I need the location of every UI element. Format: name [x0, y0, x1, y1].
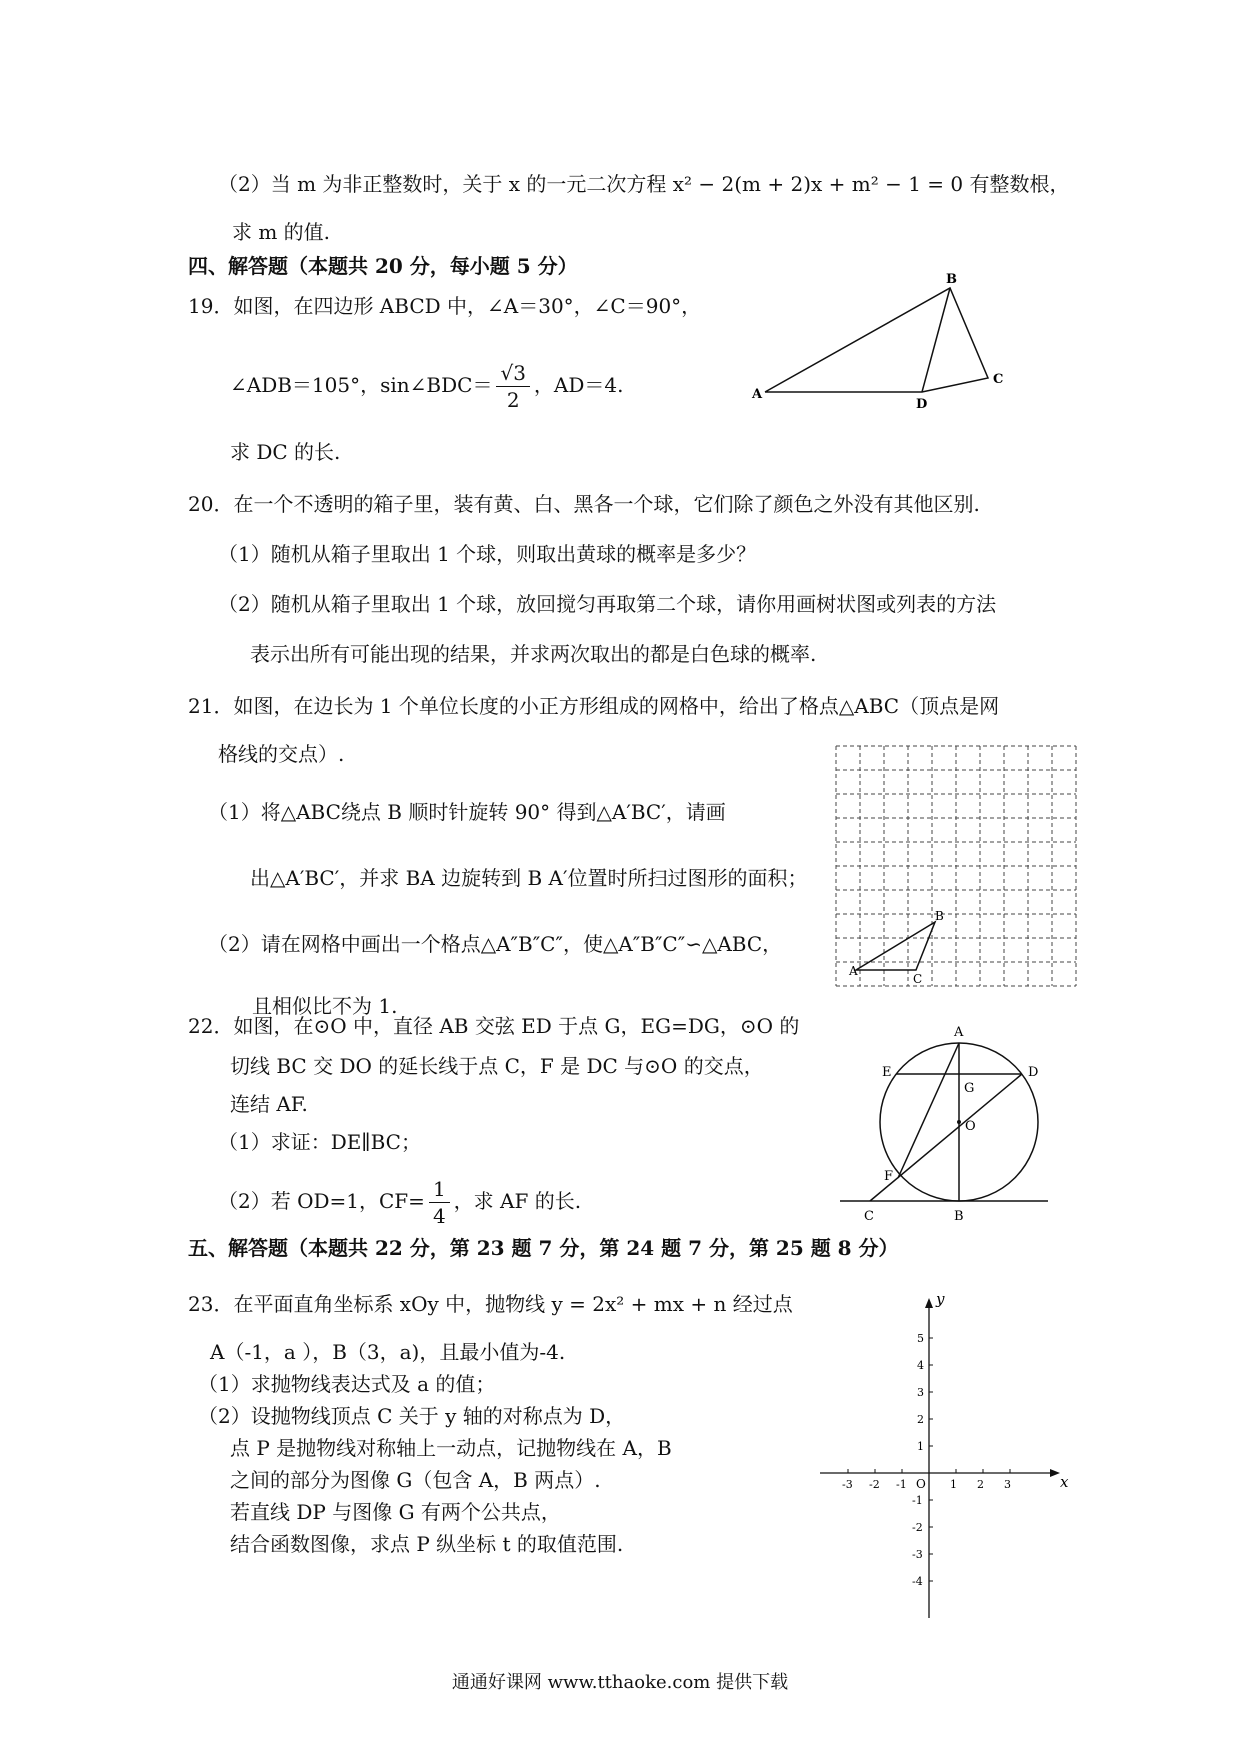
q19-fraction — [496, 360, 529, 413]
q19-line2 — [230, 360, 623, 413]
q23-x-arrow — [1050, 1469, 1060, 1477]
q23-y-arrow — [925, 1298, 933, 1308]
q23-y-label: y — [936, 1290, 945, 1308]
q21-p1b: 出△A′BC′，并求 BA 边旋转到 B A′位置时所扫过图形的面积； — [250, 866, 808, 890]
q22-center-dot — [957, 1120, 961, 1124]
q23-y-tick-label: 1 — [917, 1440, 924, 1453]
q21-grid-figure — [835, 745, 1085, 995]
q19-label-a: A — [752, 387, 763, 402]
q23-y-tick-label: -1 — [912, 1494, 923, 1507]
q23-p2b: 点 P 是抛物线对称轴上一动点，记抛物线在 A，B — [230, 1436, 672, 1460]
q21-line2: 格线的交点）. — [218, 742, 345, 766]
q23-line1: 23．在平面直角坐标系 xOy 中，抛物线 y = 2x² + mx + n 经过点 — [188, 1292, 793, 1316]
q21-p2a: （2）请在网格中画出一个格点△A″B″C″，使△A″B″C″∽△ABC， — [208, 932, 783, 956]
q20-p1: （1）随机从箱子里取出 1 个球，则取出黄球的概率是多少？ — [218, 542, 757, 566]
q19-label-d: D — [916, 397, 928, 410]
q23-x-tick-label: 3 — [1004, 1478, 1011, 1491]
q22-label-d: D — [1028, 1065, 1039, 1080]
q23-p1: （1）求抛物线表达式及 a 的值； — [198, 1372, 496, 1396]
q23-x-label: x — [1060, 1473, 1069, 1491]
q19-line2a: ∠ADB＝105°，sin∠BDC＝ — [230, 373, 493, 397]
q19-label-b: B — [946, 272, 957, 287]
q18-line2: 求 m 的值. — [232, 220, 331, 244]
q23-x-tick-label: -2 — [869, 1478, 880, 1491]
q22-label-o: O — [965, 1119, 976, 1134]
q23-p2e: 结合函数图像，求点 P 纵坐标 t 的取值范围. — [230, 1532, 624, 1556]
q22-fraction — [429, 1176, 450, 1229]
q22-label-b: B — [954, 1209, 964, 1224]
q23-p2a: （2）设抛物线顶点 C 关于 y 轴的对称点为 D， — [198, 1404, 626, 1428]
q23-y-tick-label: 4 — [917, 1359, 924, 1372]
q19-label-c: C — [993, 372, 1004, 387]
q23-x-ticks — [842, 1469, 1011, 1491]
q19-quad — [765, 288, 988, 392]
q18-line1: （2）当 m 为非正整数时，关于 x 的一元二次方程 x² − 2(m + 2)x + m² − 1 = 0 有整数根， — [218, 172, 1070, 196]
q19-line3: 求 DC 的长. — [230, 440, 341, 464]
q23-line2: A（-1，a ），B（3，a)，且最小值为-4. — [210, 1340, 566, 1364]
q22-p2b: ，求 AF 的长. — [453, 1189, 582, 1213]
q19-line2b: ，AD＝4. — [533, 373, 624, 397]
footer: 通通好课网 www.tthaoke.com 提供下载 — [451, 1672, 789, 1693]
q23-p2d: 若直线 DP 与图像 G 有两个公共点， — [230, 1500, 561, 1524]
q21-p1a: （1）将△ABC绕点 B 顺时针旋转 90° 得到△A′BC′，请画 — [208, 800, 726, 824]
q22-line3: 连结 AF. — [230, 1092, 308, 1116]
q20-line1: 20．在一个不透明的箱子里，装有黄、白、黑各一个球，它们除了颜色之外没有其他区别. — [188, 492, 980, 516]
q23-p2c: 之间的部分为图像 G（包含 A，B 两点）. — [230, 1468, 601, 1492]
q22-p2 — [218, 1176, 581, 1229]
q22-label-c: C — [864, 1209, 874, 1224]
q23-y-tick-label: 5 — [917, 1332, 924, 1345]
q20-p2b: 表示出所有可能出现的结果，并求两次取出的都是白色球的概率. — [250, 642, 817, 666]
q19-frac-num: √3 — [496, 360, 529, 387]
q22-label-f: F — [884, 1169, 894, 1184]
q21-grid — [836, 746, 1076, 986]
q21-line1: 21．如图，在边长为 1 个单位长度的小正方形组成的网格中，给出了格点△ABC（顶点是网 — [188, 694, 1000, 718]
q23-y-tick-label: 3 — [917, 1386, 924, 1399]
q21-triangle-abc — [856, 922, 935, 970]
q21-label-c: C — [913, 972, 923, 986]
q22-circle-figure — [830, 1010, 1060, 1230]
q22-label-e: E — [882, 1065, 892, 1080]
q23-x-tick-label: 1 — [950, 1478, 957, 1491]
q19-line1: 19．如图，在四边形 ABCD 中，∠A＝30°，∠C＝90°， — [188, 294, 702, 318]
q23-origin-label: O — [916, 1477, 926, 1491]
q22-line1: 22．如图，在⊙O 中，直径 AB 交弦 ED 于点 G，EG=DG，⊙O 的 — [188, 1014, 800, 1038]
q23-y-tick-label: 2 — [917, 1413, 924, 1426]
q19-figure — [750, 270, 1010, 410]
q22-frac-num: 1 — [429, 1176, 450, 1203]
q19-frac-den: 2 — [506, 388, 520, 412]
q23-y-tick-label: -3 — [912, 1548, 923, 1561]
section5-title: 五、解答题（本题共 22 分，第 23 题 7 分，第 24 题 7 分，第 25 题 8 分） — [188, 1236, 899, 1260]
q21-label-b: B — [935, 909, 944, 923]
q21-p2b: 且相似比不为 1. — [252, 994, 398, 1018]
q23-x-tick-label: -1 — [896, 1478, 907, 1491]
q23-coordinate-axes — [810, 1288, 1070, 1638]
q22-label-g: G — [964, 1081, 975, 1096]
q23-y-tick-label: -2 — [912, 1521, 923, 1534]
q23-x-tick-label: -3 — [842, 1478, 853, 1491]
section4-title: 四、解答题（本题共 20 分，每小题 5 分） — [188, 254, 578, 278]
q22-p1: （1）求证：DE∥BC； — [218, 1130, 421, 1154]
q22-p2a: （2）若 OD=1，CF= — [218, 1189, 425, 1213]
q22-line2: 切线 BC 交 DO 的延长线于点 C，F 是 DC 与⊙O 的交点， — [230, 1054, 764, 1078]
q22-label-a: A — [954, 1025, 964, 1040]
q20-p2a: （2）随机从箱子里取出 1 个球，放回搅匀再取第二个球，请你用画树状图或列表的方法 — [218, 592, 997, 616]
q21-label-a: A — [849, 964, 858, 978]
q19-diagonal-bd — [922, 288, 950, 392]
q23-y-tick-label: -4 — [912, 1575, 923, 1588]
q23-y-ticks — [912, 1332, 933, 1588]
q22-frac-den: 4 — [432, 1204, 446, 1228]
q23-x-tick-label: 2 — [977, 1478, 984, 1491]
